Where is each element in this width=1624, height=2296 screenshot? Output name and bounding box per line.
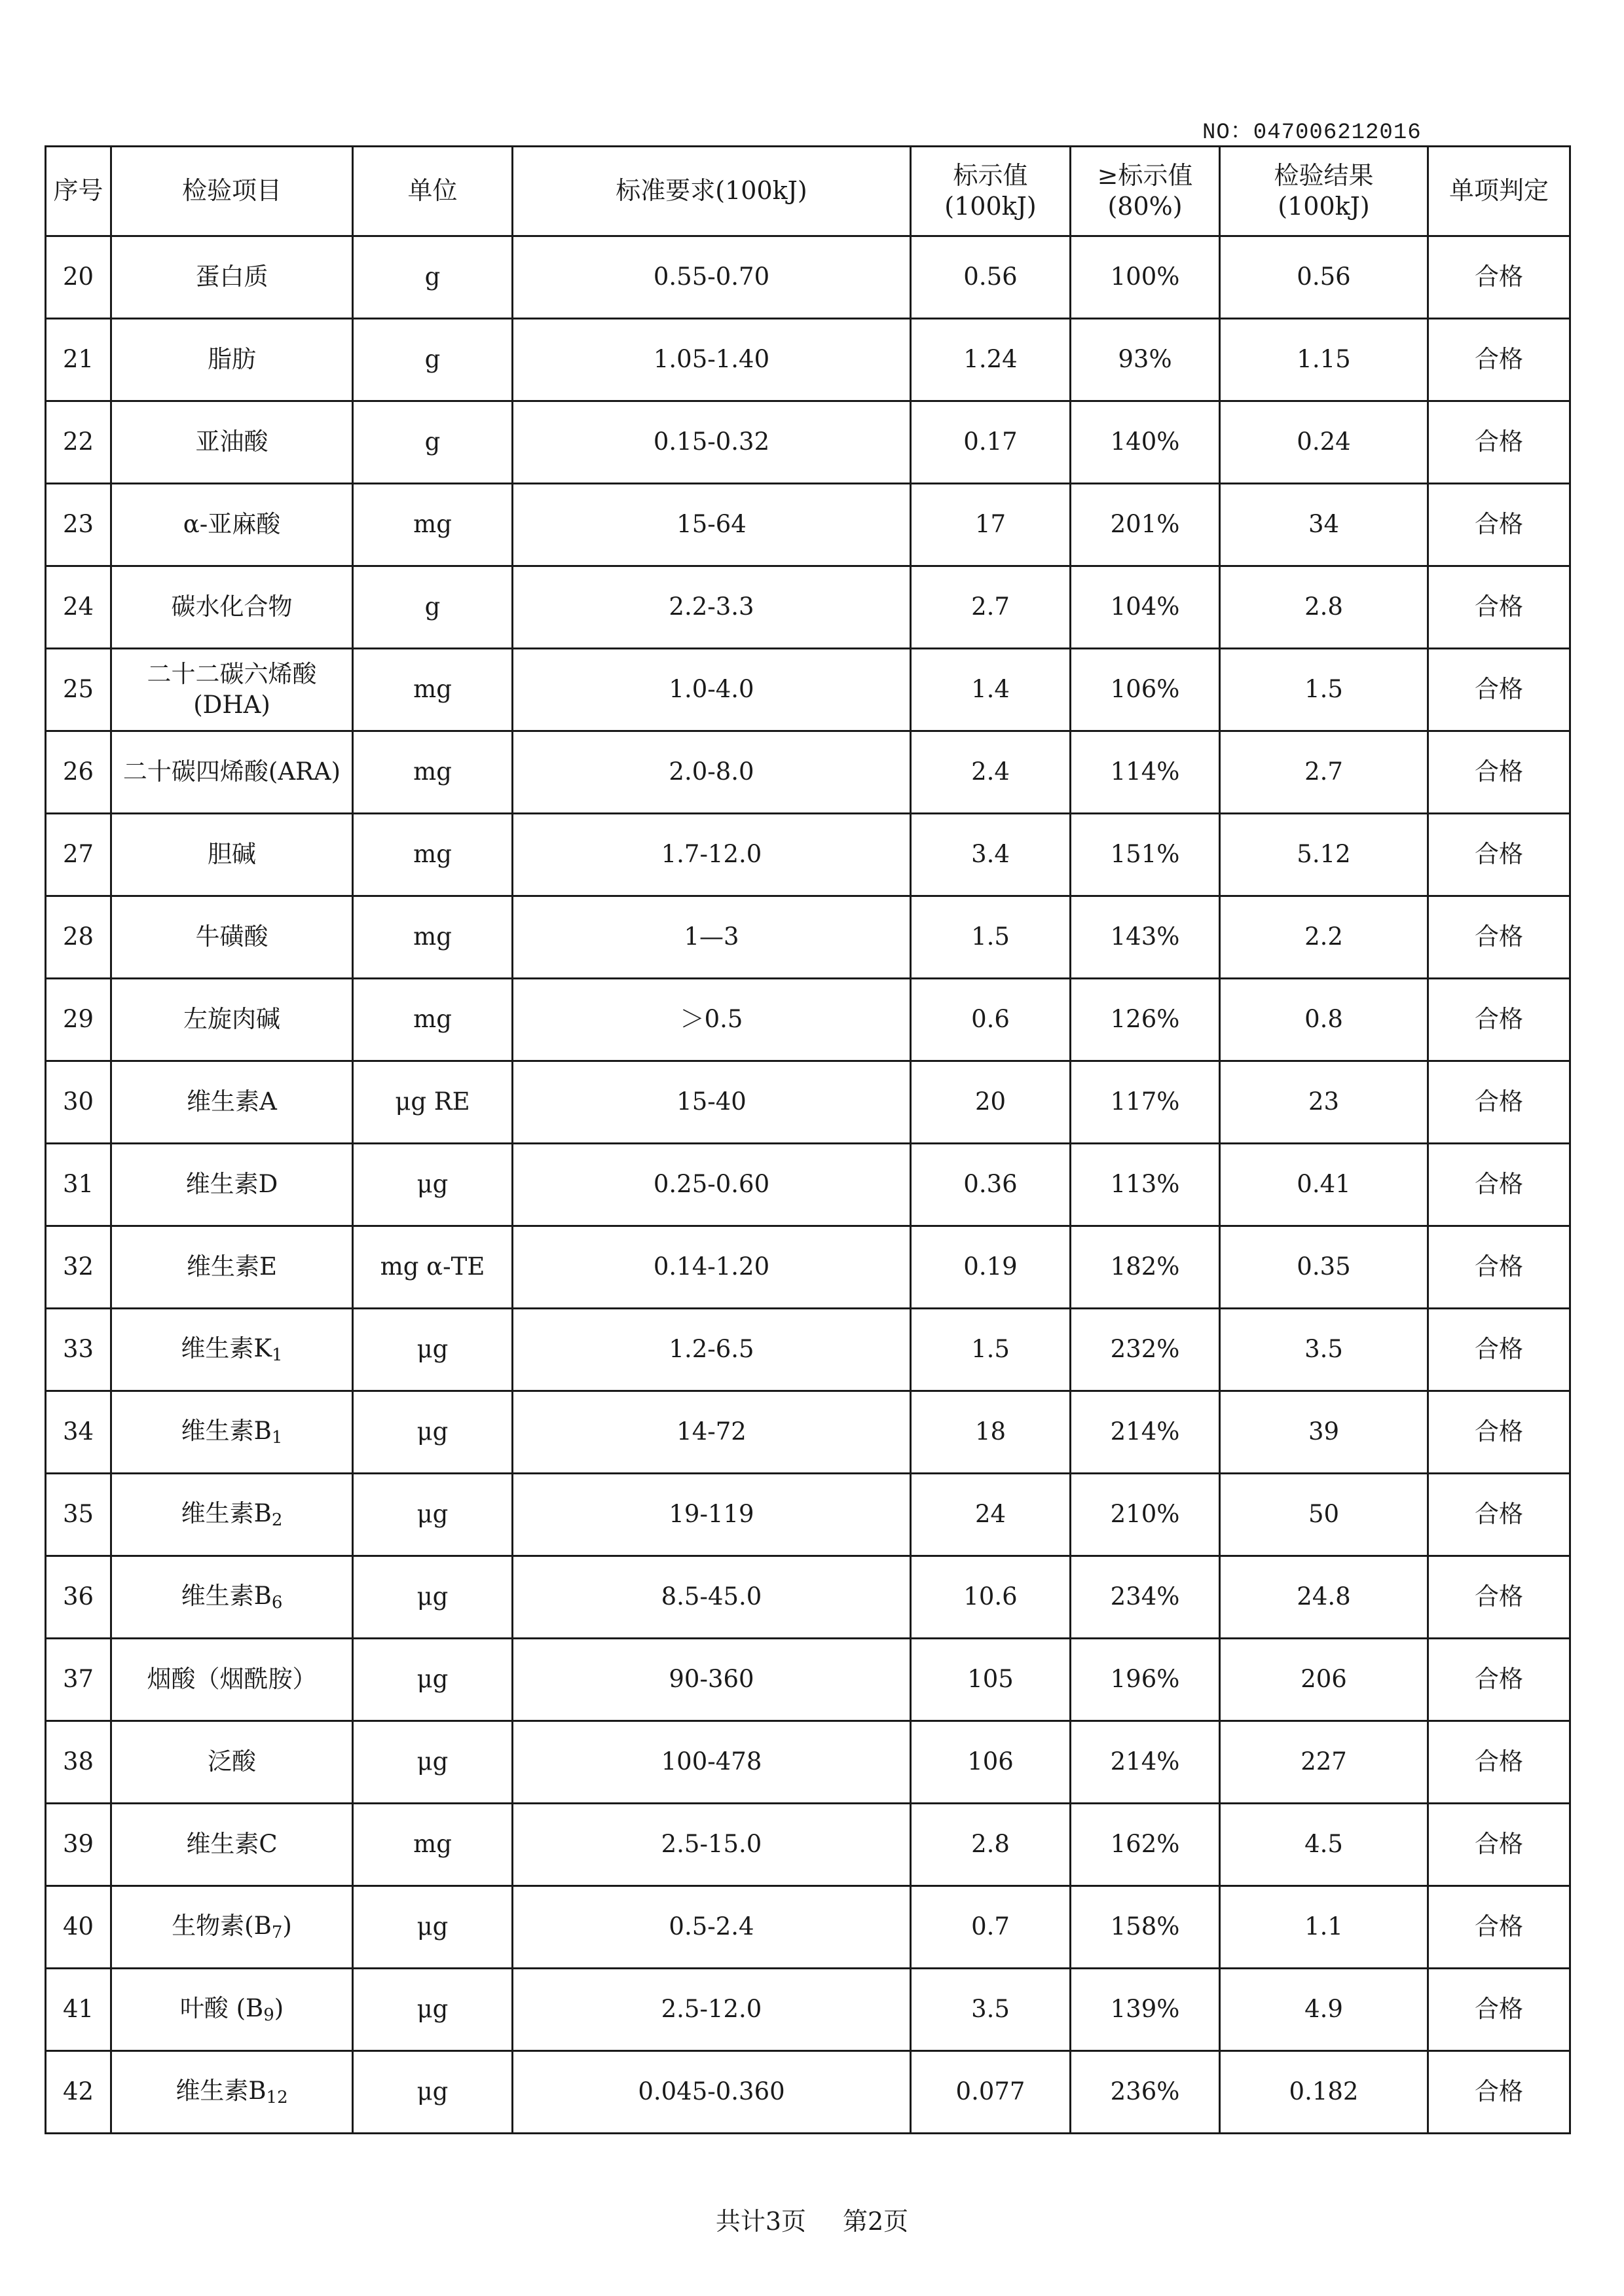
table-row (46, 1474, 1570, 1556)
row-number-cell: 34 (46, 1391, 111, 1474)
percent-of-label-cell: 100% (1071, 236, 1220, 319)
table-row (46, 1804, 1570, 1886)
unit-cell: μg (353, 1969, 513, 2051)
label-value-cell: 105 (911, 1639, 1071, 1721)
row-number-cell: 23 (46, 484, 111, 566)
label-value-cell: 1.5 (911, 1309, 1071, 1391)
item-name-cell (111, 1226, 353, 1309)
table-row (46, 319, 1570, 401)
standard-range-cell: 8.5-45.0 (513, 1556, 911, 1639)
unit-cell: mg (353, 1804, 513, 1886)
item-name-cell (111, 236, 353, 319)
item-subscript: 7 (271, 1922, 283, 1942)
table-row (46, 814, 1570, 896)
header-label: 检验项目 (181, 176, 282, 206)
unit-cell: μg RE (353, 1061, 513, 1144)
item-name-cell (111, 731, 353, 814)
test-result-cell: 1.1 (1220, 1886, 1428, 1969)
standard-range-cell: 1.2-6.5 (513, 1309, 911, 1391)
standard-range-cell: 0.14-1.20 (513, 1226, 911, 1309)
item-name: 维生素B (181, 1499, 272, 1527)
item-name: 亚油酸 (195, 428, 268, 456)
header-label: 标示值 (953, 160, 1028, 190)
percent-of-label-cell: 117% (1071, 1061, 1220, 1144)
header-label: ≥标示值 (1097, 160, 1193, 190)
item-name-cell (111, 566, 353, 649)
item-name: 维生素K (181, 1334, 272, 1362)
table-body (46, 236, 1570, 2134)
item-name: 胆碱 (208, 840, 256, 869)
label-value-cell: 0.7 (911, 1886, 1071, 1969)
current-page: 第2页 (843, 2207, 909, 2236)
item-name-line2: (DHA) (193, 690, 270, 719)
row-number-cell: 25 (46, 649, 111, 731)
percent-of-label-cell: 139% (1071, 1969, 1220, 2051)
row-number-cell: 20 (46, 236, 111, 319)
label-value-cell: 2.7 (911, 566, 1071, 649)
standard-range-cell: 15-64 (513, 484, 911, 566)
table-row (46, 236, 1570, 319)
verdict-cell: 合格 (1428, 1804, 1570, 1886)
label-value-cell: 0.56 (911, 236, 1071, 319)
label-value-cell: 17 (911, 484, 1071, 566)
unit-cell: μg (353, 1144, 513, 1226)
table-row (46, 1639, 1570, 1721)
test-result-cell: 5.12 (1220, 814, 1428, 896)
label-value-cell: 18 (911, 1391, 1071, 1474)
label-value-cell: 0.077 (911, 2051, 1071, 2134)
item-name: 维生素B (181, 1581, 272, 1610)
percent-of-label-cell: 140% (1071, 401, 1220, 484)
unit-cell: μg (353, 1721, 513, 1804)
item-subscript: 2 (271, 1510, 283, 1530)
item-name-cell (111, 1969, 353, 2051)
row-number-cell: 37 (46, 1639, 111, 1721)
standard-range-cell: 1.7-12.0 (513, 814, 911, 896)
row-number-cell: 42 (46, 2051, 111, 2134)
table-row (46, 979, 1570, 1061)
item-name-cell (111, 649, 353, 731)
col-header-label-value (911, 147, 1071, 236)
label-value-cell: 1.4 (911, 649, 1071, 731)
item-name-cell (111, 2051, 353, 2134)
row-number-cell: 27 (46, 814, 111, 896)
item-name-cell (111, 1804, 353, 1886)
item-name: α-亚麻酸 (183, 510, 281, 539)
item-name-cell (111, 896, 353, 979)
standard-range-cell: 14-72 (513, 1391, 911, 1474)
header-label: 序号 (53, 176, 103, 206)
percent-of-label-cell: 151% (1071, 814, 1220, 896)
label-value-cell: 3.5 (911, 1969, 1071, 2051)
row-number-cell: 33 (46, 1309, 111, 1391)
item-name: 维生素B (181, 1416, 272, 1445)
item-name: 生物素(B (172, 1911, 272, 1940)
row-number-cell: 29 (46, 979, 111, 1061)
unit-cell: mg α-TE (353, 1226, 513, 1309)
header-sublabel: (100kJ) (944, 192, 1037, 221)
item-name-cell (111, 1309, 353, 1391)
unit-cell: g (353, 401, 513, 484)
unit-cell: g (353, 566, 513, 649)
item-name-cell (111, 1061, 353, 1144)
standard-range-cell: 100-478 (513, 1721, 911, 1804)
row-number-cell: 32 (46, 1226, 111, 1309)
verdict-cell: 合格 (1428, 319, 1570, 401)
item-name: 左旋肉碱 (183, 1005, 280, 1034)
verdict-cell: 合格 (1428, 1639, 1570, 1721)
table-row (46, 2051, 1570, 2134)
test-result-cell: 2.7 (1220, 731, 1428, 814)
unit-cell: mg (353, 649, 513, 731)
item-name-cell (111, 979, 353, 1061)
test-result-cell: 39 (1220, 1391, 1428, 1474)
verdict-cell: 合格 (1428, 1391, 1570, 1474)
col-header-percent (1071, 147, 1220, 236)
test-result-cell: 4.5 (1220, 1804, 1428, 1886)
table-row (46, 1309, 1570, 1391)
test-result-cell: 34 (1220, 484, 1428, 566)
table-row (46, 649, 1570, 731)
unit-cell: μg (353, 1886, 513, 1969)
item-name-cell (111, 1886, 353, 1969)
table-row (46, 896, 1570, 979)
test-result-cell: 0.24 (1220, 401, 1428, 484)
item-name-cell (111, 319, 353, 401)
row-number-cell: 31 (46, 1144, 111, 1226)
row-number-cell: 26 (46, 731, 111, 814)
label-value-cell: 20 (911, 1061, 1071, 1144)
table-row (46, 1061, 1570, 1144)
test-result-cell: 1.15 (1220, 319, 1428, 401)
table-row (46, 1969, 1570, 2051)
header-label: 标准要求(100kJ) (616, 176, 807, 206)
test-result-cell: 0.8 (1220, 979, 1428, 1061)
item-name: 烟酸（烟酰胺） (147, 1665, 317, 1694)
unit-cell: mg (353, 814, 513, 896)
test-result-cell: 4.9 (1220, 1969, 1428, 2051)
standard-range-cell: ＞0.5 (513, 979, 911, 1061)
item-subscript: 12 (266, 2087, 288, 2107)
row-number-cell: 40 (46, 1886, 111, 1969)
item-name-cell (111, 1721, 353, 1804)
item-name: 碳水化合物 (171, 592, 293, 621)
verdict-cell: 合格 (1428, 979, 1570, 1061)
unit-cell: μg (353, 1474, 513, 1556)
percent-of-label-cell: 232% (1071, 1309, 1220, 1391)
unit-cell: g (353, 319, 513, 401)
item-name: 牛磺酸 (195, 922, 268, 951)
item-name-cell (111, 484, 353, 566)
percent-of-label-cell: 104% (1071, 566, 1220, 649)
standard-range-cell: 19-119 (513, 1474, 911, 1556)
label-value-cell: 2.4 (911, 731, 1071, 814)
test-result-cell: 206 (1220, 1639, 1428, 1721)
col-header-no (46, 147, 111, 236)
standard-range-cell: 0.55-0.70 (513, 236, 911, 319)
item-name-cell (111, 1474, 353, 1556)
item-name-cell (111, 401, 353, 484)
percent-of-label-cell: 210% (1071, 1474, 1220, 1556)
table-row (46, 566, 1570, 649)
test-result-cell: 0.41 (1220, 1144, 1428, 1226)
table-row (46, 401, 1570, 484)
unit-cell: μg (353, 1556, 513, 1639)
test-result-cell: 50 (1220, 1474, 1428, 1556)
table-row (46, 1391, 1570, 1474)
table-row (46, 1144, 1570, 1226)
verdict-cell: 合格 (1428, 1474, 1570, 1556)
percent-of-label-cell: 93% (1071, 319, 1220, 401)
standard-range-cell: 2.5-12.0 (513, 1969, 911, 2051)
item-suffix: ) (274, 1994, 284, 2022)
verdict-cell: 合格 (1428, 1556, 1570, 1639)
verdict-cell: 合格 (1428, 566, 1570, 649)
percent-of-label-cell: 196% (1071, 1639, 1220, 1721)
row-number-cell: 39 (46, 1804, 111, 1886)
percent-of-label-cell: 113% (1071, 1144, 1220, 1226)
unit-cell: mg (353, 896, 513, 979)
verdict-cell: 合格 (1428, 649, 1570, 731)
verdict-cell: 合格 (1428, 1309, 1570, 1391)
verdict-cell: 合格 (1428, 731, 1570, 814)
item-name-cell (111, 1391, 353, 1474)
table-row (46, 484, 1570, 566)
item-subscript: 9 (263, 2005, 274, 2025)
item-name-cell (111, 1556, 353, 1639)
test-result-cell: 1.5 (1220, 649, 1428, 731)
unit-cell: μg (353, 2051, 513, 2134)
unit-cell: g (353, 236, 513, 319)
percent-of-label-cell: 236% (1071, 2051, 1220, 2134)
item-name-cell (111, 1639, 353, 1721)
verdict-cell: 合格 (1428, 896, 1570, 979)
standard-range-cell: 0.25-0.60 (513, 1144, 911, 1226)
standard-range-cell: 0.045-0.360 (513, 2051, 911, 2134)
report-number: NO：047006212016 (1202, 120, 1422, 145)
row-number-cell: 36 (46, 1556, 111, 1639)
unit-cell: μg (353, 1391, 513, 1474)
item-name: 维生素E (186, 1252, 277, 1281)
total-pages: 共计3页 (715, 2207, 806, 2236)
verdict-cell: 合格 (1428, 484, 1570, 566)
standard-range-cell: 2.2-3.3 (513, 566, 911, 649)
verdict-cell: 合格 (1428, 401, 1570, 484)
table-header-row (46, 147, 1570, 236)
test-result-cell: 0.182 (1220, 2051, 1428, 2134)
page-footer (0, 2201, 1624, 2237)
item-subscript: 6 (271, 1592, 283, 1613)
item-name: 二十二碳六烯酸 (147, 660, 317, 689)
row-number-cell: 24 (46, 566, 111, 649)
percent-of-label-cell: 182% (1071, 1226, 1220, 1309)
label-value-cell: 2.8 (911, 1804, 1071, 1886)
col-header-verdict (1428, 147, 1570, 236)
row-number-cell: 28 (46, 896, 111, 979)
col-header-standard (513, 147, 911, 236)
label-value-cell: 1.5 (911, 896, 1071, 979)
unit-cell: mg (353, 979, 513, 1061)
test-result-cell: 3.5 (1220, 1309, 1428, 1391)
percent-of-label-cell: 201% (1071, 484, 1220, 566)
row-number-cell: 21 (46, 319, 111, 401)
percent-of-label-cell: 162% (1071, 1804, 1220, 1886)
table-row (46, 1226, 1570, 1309)
table-row (46, 1721, 1570, 1804)
row-number-cell: 41 (46, 1969, 111, 2051)
table-row (46, 1556, 1570, 1639)
percent-of-label-cell: 158% (1071, 1886, 1220, 1969)
label-value-cell: 0.17 (911, 401, 1071, 484)
test-result-cell: 2.2 (1220, 896, 1428, 979)
percent-of-label-cell: 114% (1071, 731, 1220, 814)
unit-cell: μg (353, 1309, 513, 1391)
label-value-cell: 0.19 (911, 1226, 1071, 1309)
percent-of-label-cell: 234% (1071, 1556, 1220, 1639)
test-result-cell: 2.8 (1220, 566, 1428, 649)
item-name: 维生素C (186, 1830, 278, 1859)
label-value-cell: 10.6 (911, 1556, 1071, 1639)
percent-of-label-cell: 214% (1071, 1721, 1220, 1804)
inspection-results-table (45, 145, 1571, 2134)
label-value-cell: 24 (911, 1474, 1071, 1556)
standard-range-cell: 0.15-0.32 (513, 401, 911, 484)
label-value-cell: 3.4 (911, 814, 1071, 896)
verdict-cell: 合格 (1428, 1144, 1570, 1226)
standard-range-cell: 1—3 (513, 896, 911, 979)
header-sublabel: (100kJ) (1278, 192, 1370, 221)
unit-cell: μg (353, 1639, 513, 1721)
verdict-cell: 合格 (1428, 2051, 1570, 2134)
item-name: 维生素D (185, 1170, 278, 1199)
row-number-cell: 22 (46, 401, 111, 484)
test-result-cell: 0.35 (1220, 1226, 1428, 1309)
col-header-item (111, 147, 353, 236)
label-value-cell: 0.6 (911, 979, 1071, 1061)
header-sublabel: (80%) (1107, 192, 1183, 221)
standard-range-cell: 2.5-15.0 (513, 1804, 911, 1886)
label-value-cell: 0.36 (911, 1144, 1071, 1226)
test-result-cell: 23 (1220, 1061, 1428, 1144)
percent-of-label-cell: 126% (1071, 979, 1220, 1061)
standard-range-cell: 0.5-2.4 (513, 1886, 911, 1969)
item-suffix: ) (282, 1911, 292, 1940)
verdict-cell: 合格 (1428, 814, 1570, 896)
standard-range-cell: 15-40 (513, 1061, 911, 1144)
standard-range-cell: 1.0-4.0 (513, 649, 911, 731)
header-label: 单项判定 (1449, 176, 1549, 206)
test-result-cell: 0.56 (1220, 236, 1428, 319)
item-name-cell (111, 814, 353, 896)
col-header-result (1220, 147, 1428, 236)
verdict-cell: 合格 (1428, 1721, 1570, 1804)
percent-of-label-cell: 214% (1071, 1391, 1220, 1474)
row-number-cell: 38 (46, 1721, 111, 1804)
standard-range-cell: 1.05-1.40 (513, 319, 911, 401)
item-name: 叶酸 (B (179, 1994, 264, 2022)
item-subscript: 1 (271, 1427, 283, 1448)
header-label: 检验结果 (1274, 160, 1374, 190)
item-name: 脂肪 (208, 345, 256, 374)
item-name: 维生素A (187, 1087, 277, 1116)
col-header-unit (353, 147, 513, 236)
verdict-cell: 合格 (1428, 1886, 1570, 1969)
unit-cell: mg (353, 484, 513, 566)
verdict-cell: 合格 (1428, 1226, 1570, 1309)
item-subscript: 1 (272, 1345, 283, 1365)
verdict-cell: 合格 (1428, 1061, 1570, 1144)
standard-range-cell: 2.0-8.0 (513, 731, 911, 814)
unit-cell: mg (353, 731, 513, 814)
table-row (46, 731, 1570, 814)
verdict-cell: 合格 (1428, 1969, 1570, 2051)
item-name: 蛋白质 (195, 263, 268, 291)
item-name-cell (111, 1144, 353, 1226)
test-result-cell: 227 (1220, 1721, 1428, 1804)
test-result-cell: 24.8 (1220, 1556, 1428, 1639)
percent-of-label-cell: 143% (1071, 896, 1220, 979)
row-number-cell: 35 (46, 1474, 111, 1556)
percent-of-label-cell: 106% (1071, 649, 1220, 731)
row-number-cell: 30 (46, 1061, 111, 1144)
item-name: 二十碳四烯酸(ARA) (122, 757, 341, 786)
item-name: 泛酸 (208, 1747, 256, 1776)
label-value-cell: 106 (911, 1721, 1071, 1804)
label-value-cell: 1.24 (911, 319, 1071, 401)
verdict-cell: 合格 (1428, 236, 1570, 319)
standard-range-cell: 90-360 (513, 1639, 911, 1721)
table-row (46, 1886, 1570, 1969)
item-name: 维生素B (175, 2076, 267, 2105)
header-label: 单位 (407, 176, 458, 206)
